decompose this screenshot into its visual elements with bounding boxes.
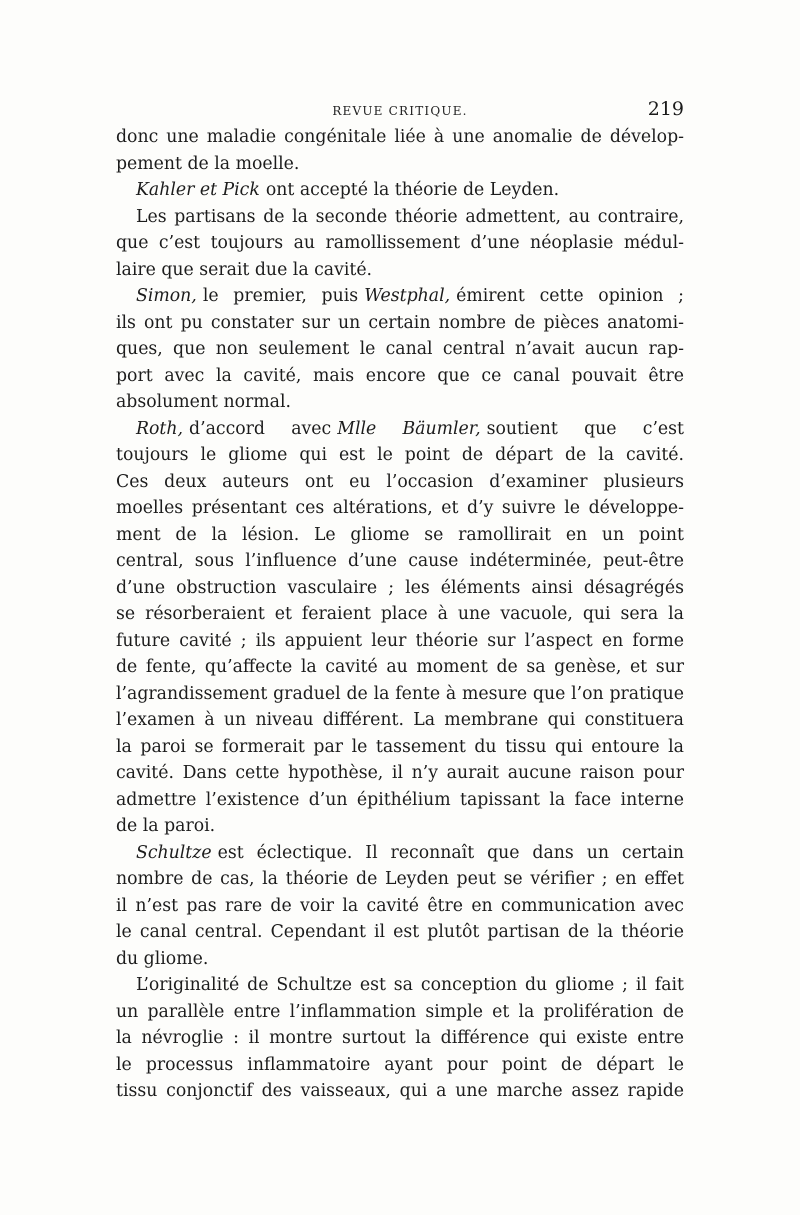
text-line: Roth, d’accord avec Mlle Bäumler, soutient que c’est (136, 418, 684, 439)
text-line: l’examen à un niveau différent. La membrane qui constituera (116, 710, 684, 730)
text-line: laire que serait due la cavité. (116, 259, 373, 280)
text-line: la névroglie : il montre surtout la différence qui existe entre (116, 1028, 684, 1048)
text-line: de la paroi. (116, 816, 216, 836)
author-name: Simon, (136, 286, 197, 306)
author-name: Westphal, (364, 286, 451, 306)
text-line: de fente, qu’affecte la cavité au moment de sa genèse, et sur (116, 657, 684, 677)
text-line: moelles présentant ces altérations, et d’y suivre le développe- (116, 498, 684, 518)
text-line: Kahler et Pick ont accepté la théorie de Leyden. (136, 180, 560, 200)
text-line: la paroi se formerait par le tassement du tissu qui entoure la (116, 736, 684, 757)
author-name: Kahler et Pick (136, 180, 260, 200)
author-name: Mlle Bäumler, (337, 418, 481, 439)
body-text (116, 124, 684, 1105)
text-line: Simon, le premier, puis Westphal, émirent cette opinion ; (136, 286, 685, 306)
text-line: nombre de cas, la théorie de Leyden peut se vérifier ; en effet (116, 869, 684, 889)
page-number: 219 (647, 98, 684, 120)
author-name: Schultze (136, 842, 212, 863)
text-line: Ces deux auteurs ont eu l’occasion d’examiner plusieurs (116, 471, 684, 492)
text-line: Schultze est éclectique. Il reconnaît que dans un certain (136, 842, 684, 863)
text-line: d’une obstruction vasculaire ; les éléments ainsi désagrégés (116, 577, 684, 598)
text-line: le processus inflammatoire ayant pour point de départ le (116, 1054, 684, 1075)
text-line: absolument normal. (116, 392, 291, 412)
text-line: que c’est toujours au ramollissement d’une néoplasie médul- (116, 233, 684, 253)
text-line: tissu conjonctif des vaisseaux, qui a une marche assez rapide (116, 1081, 684, 1101)
text-line: toujours le gliome qui est le point de départ de la cavité. (116, 445, 684, 465)
text-line: admettre l’existence d’un épithélium tapissant la face interne (116, 789, 684, 810)
text-line: se résorberaient et feraient place à une vacuole, qui sera la (116, 604, 684, 624)
text-line: le canal central. Cependant il est plutôt partisan de la théorie (116, 922, 684, 942)
text-line: future cavité ; ils appuient leur théorie sur l’aspect en forme (116, 630, 684, 651)
text-line: l’agrandissement graduel de la fente à mesure que l’on pratique (116, 683, 684, 704)
text-line: ils ont pu constater sur un certain nombre de pièces anatomi- (116, 312, 684, 333)
text-line: ment de la lésion. Le gliome se ramollirait en un point (116, 524, 684, 545)
text-line: du gliome. (116, 948, 209, 969)
text-line: il n’est pas rare de voir la cavité être en communication avec (116, 895, 684, 916)
author-name: Roth, (136, 418, 183, 439)
text-line: port avec la cavité, mais encore que ce canal pouvait être (116, 365, 684, 386)
text-line: L’originalité de Schultze est sa conception du gliome ; il fait (136, 975, 684, 995)
text-line: Les partisans de la seconde théorie admettent, au contraire, (136, 206, 684, 227)
running-title: REVUE CRITIQUE. (332, 104, 468, 118)
text-line: un parallèle entre l’inflammation simple et la prolifération de (116, 1001, 684, 1022)
text-line: donc une maladie congénitale liée à une anomalie de dévelop- (116, 127, 684, 147)
text-line: central, sous l’influence d’une cause indéterminée, peut-être (116, 551, 684, 571)
text-line: pement de la moelle. (116, 153, 300, 174)
text-line: cavité. Dans cette hypothèse, il n’y aurait aucune raison pour (116, 763, 684, 783)
text-line: ques, que non seulement le canal central n’avait aucun rap- (116, 339, 684, 359)
